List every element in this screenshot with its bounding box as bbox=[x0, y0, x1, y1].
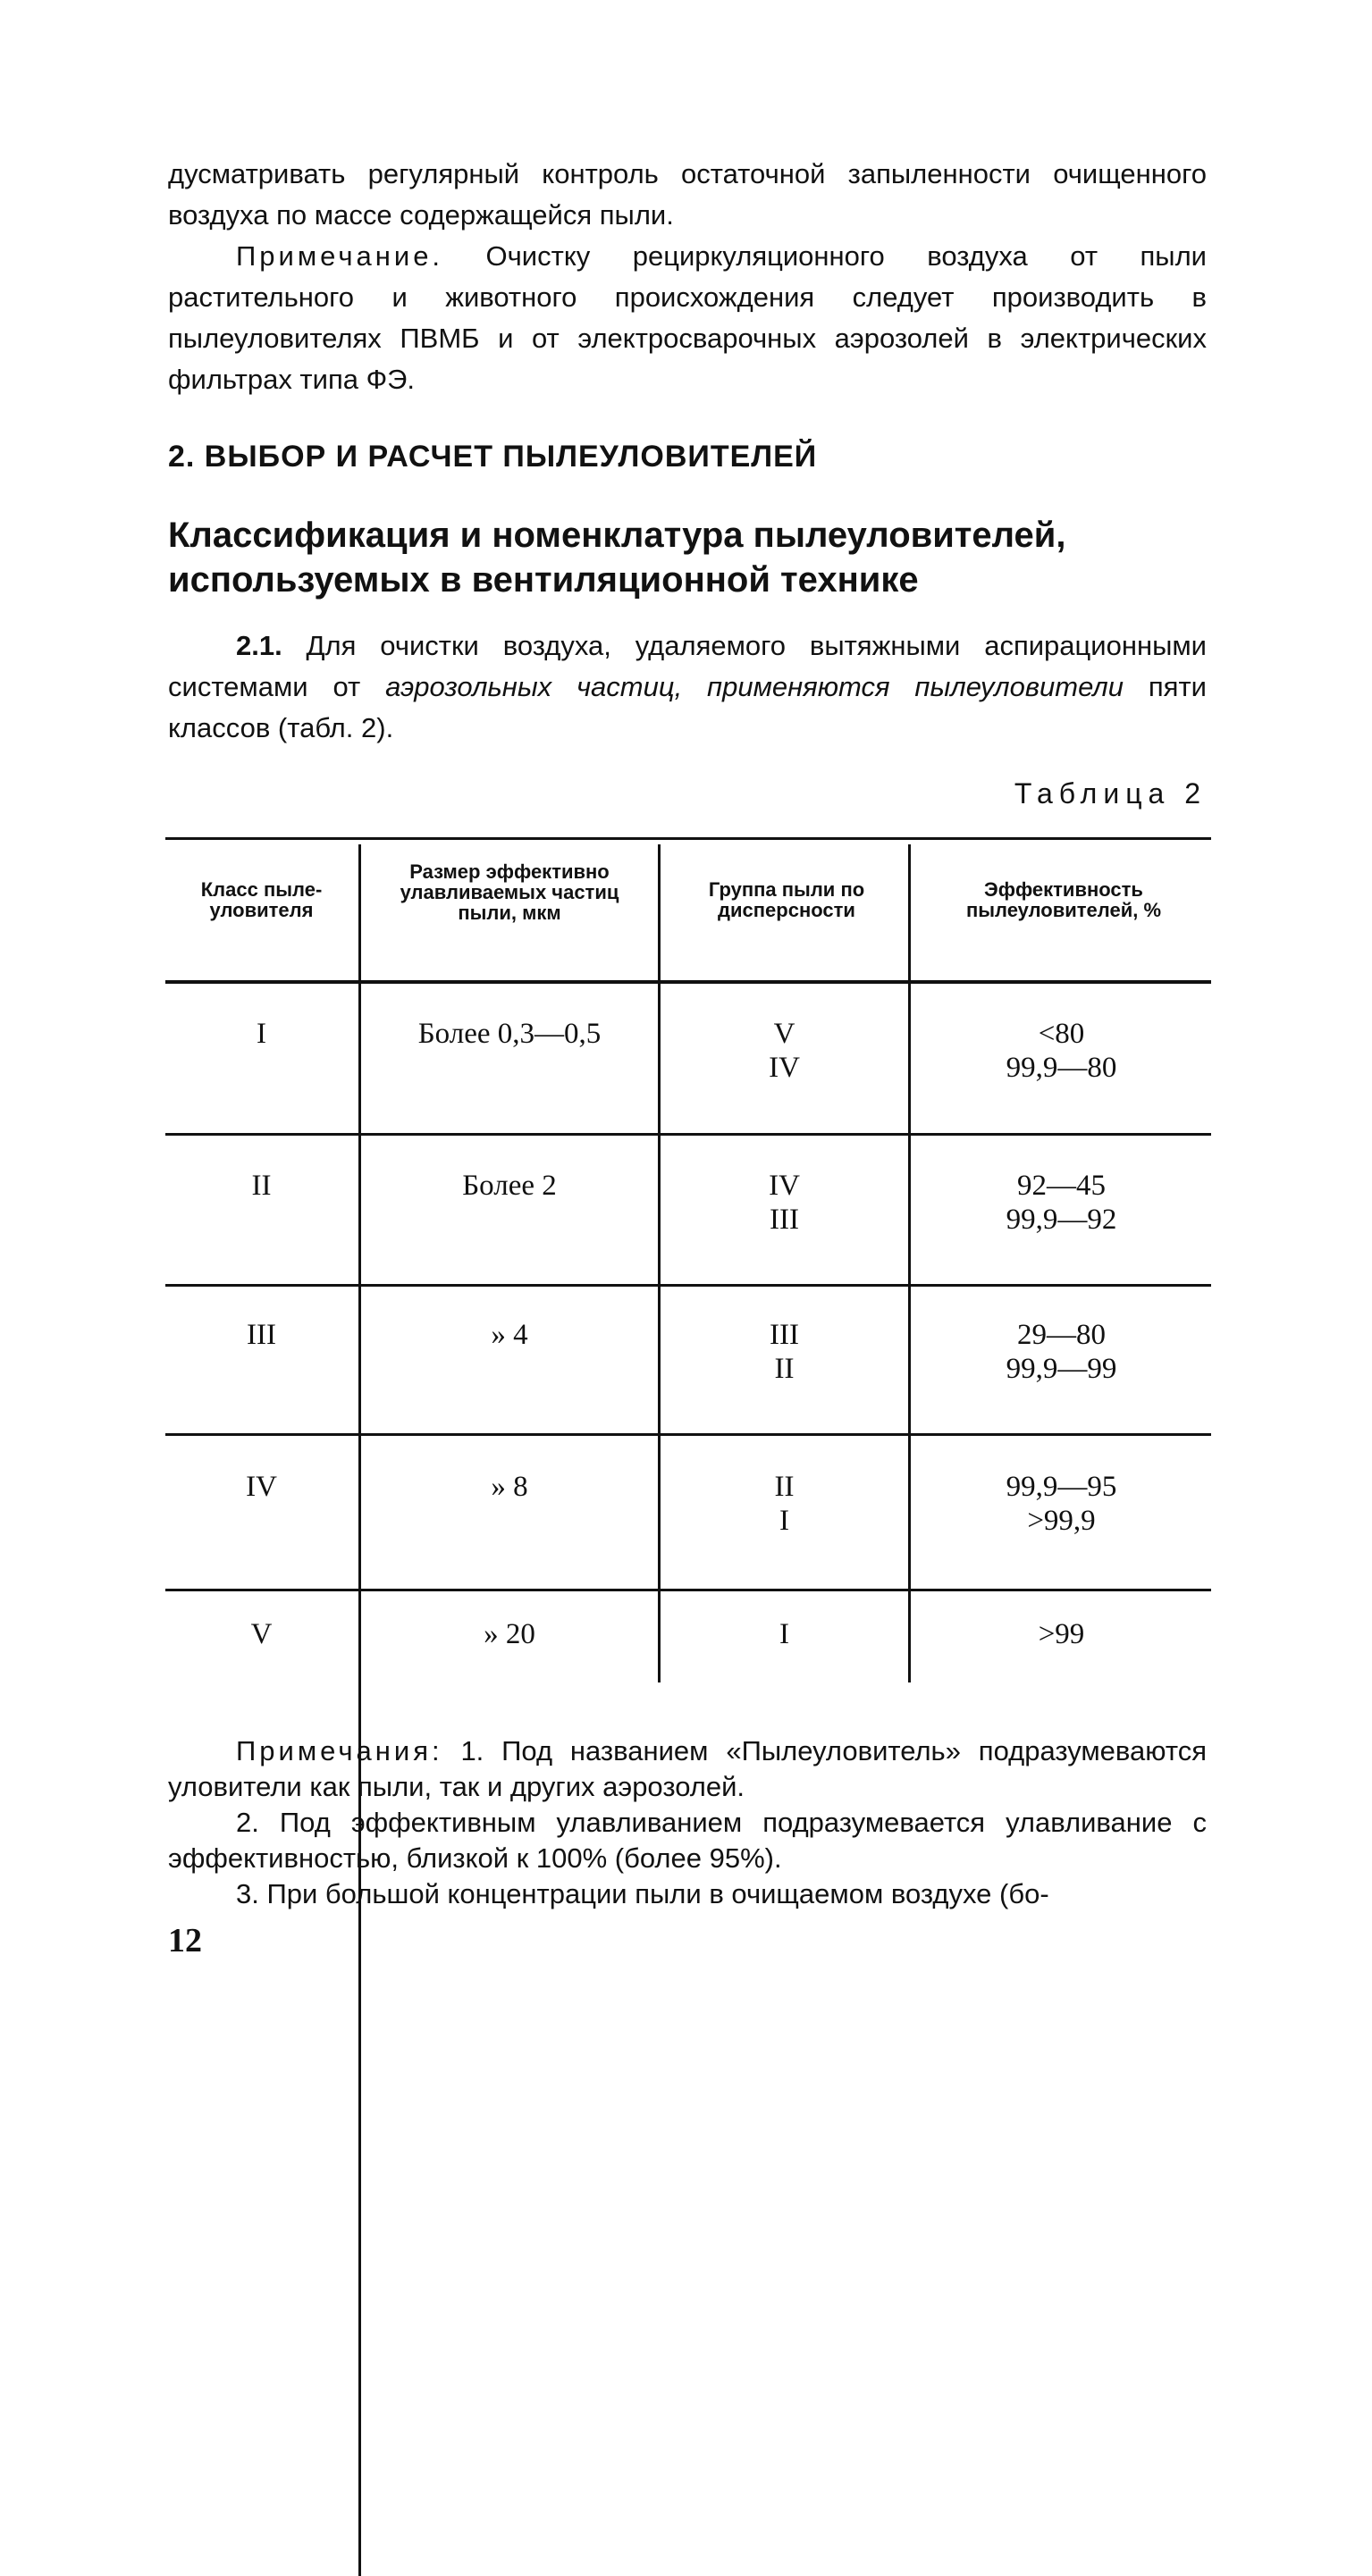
note-3: 3. При большой концентрации пыли в очищаемом воздухе (бо- bbox=[236, 1878, 1049, 1909]
intro-block bbox=[168, 154, 1207, 400]
cell-efficiency: 92—45 bbox=[1017, 1170, 1106, 1202]
cell-size: Более 2 bbox=[462, 1170, 557, 1202]
paragraph-text-2: пяти классов (табл. 2). bbox=[168, 671, 1207, 743]
paragraph-text-italic: аэрозольных частиц, применяются пылеуловители bbox=[385, 671, 1124, 702]
cell-group: IV bbox=[769, 1052, 800, 1084]
cell-efficiency: 99,9—92 bbox=[1006, 1204, 1117, 1236]
note-2: 2. Под эффективным улавливанием подразумевается улавливание с эффективностью, близкой к 100% (более 95%). bbox=[168, 1807, 1207, 1874]
table-top-rule bbox=[165, 837, 1211, 840]
table-header-rule bbox=[165, 980, 1211, 984]
cell-efficiency: 99,9—80 bbox=[1006, 1052, 1117, 1084]
header-efficiency: Эффективность пылеуловителей, % bbox=[965, 878, 1162, 921]
cell-efficiency: 29—80 bbox=[1017, 1319, 1106, 1351]
cell-efficiency: 99,9—95 bbox=[1006, 1471, 1117, 1503]
cell-efficiency: 99,9—99 bbox=[1006, 1353, 1117, 1385]
column-divider bbox=[358, 844, 361, 2576]
cell-class: I bbox=[257, 1018, 266, 1050]
note-1: 1. Под названием «Пылеуловитель» подразумеваются уловители как пыли, так и других аэрозолей. bbox=[168, 1735, 1207, 1802]
note-label: Примечание. bbox=[236, 240, 444, 272]
cell-group: II bbox=[774, 1471, 795, 1503]
row-divider bbox=[165, 1133, 1211, 1136]
cell-group: V bbox=[773, 1018, 795, 1050]
row-divider bbox=[165, 1589, 1211, 1591]
subsection-heading: Классификация и номенклатура пылеуловителей, используемых в вентиляционной технике bbox=[168, 516, 1066, 600]
header-class: Класс пыле- уловителя bbox=[200, 878, 323, 921]
row-divider bbox=[165, 1433, 1211, 1436]
cell-group: III bbox=[770, 1319, 799, 1351]
notes-label: Примечания: bbox=[236, 1735, 443, 1766]
section-heading: 2. ВЫБОР И РАСЧЕТ ПЫЛЕУЛОВИТЕЛЕЙ bbox=[168, 440, 818, 474]
header-group: Группа пыли по дисперсности bbox=[708, 878, 865, 921]
cell-class: III bbox=[247, 1319, 276, 1351]
column-divider bbox=[908, 844, 911, 1682]
intro-note bbox=[168, 236, 1207, 400]
cell-efficiency: <80 bbox=[1038, 1018, 1085, 1050]
cell-efficiency: >99 bbox=[1038, 1618, 1085, 1650]
table-caption: Таблица 2 bbox=[1014, 777, 1207, 810]
cell-size: » 20 bbox=[484, 1618, 535, 1650]
cell-group: IV bbox=[769, 1170, 800, 1202]
cell-size: » 4 bbox=[491, 1319, 528, 1351]
cell-group: II bbox=[774, 1353, 795, 1385]
intro-line: дусматривать регулярный контроль остаточной запыленности очищенного воздуха по массе содержащейся пыли. bbox=[168, 158, 1207, 231]
cell-group: I bbox=[779, 1505, 789, 1537]
cell-class: II bbox=[251, 1170, 272, 1202]
cell-group: III bbox=[770, 1204, 799, 1236]
paragraph-text-1: Для очистки воздуха, удаляемого вытяжными аспирационными системами от bbox=[168, 630, 1207, 702]
page-number: 12 bbox=[168, 1922, 202, 1959]
cell-size: Более 0,3—0,5 bbox=[417, 1018, 602, 1050]
cell-class: V bbox=[250, 1618, 273, 1650]
column-divider bbox=[658, 844, 661, 1682]
paragraph-number: 2.1. bbox=[236, 630, 282, 661]
cell-efficiency: >99,9 bbox=[1027, 1505, 1096, 1537]
cell-group: I bbox=[779, 1618, 789, 1650]
cell-size: » 8 bbox=[491, 1471, 528, 1503]
row-divider bbox=[165, 1284, 1211, 1287]
header-size: Размер эффективно улавливаемых частиц пыли, мкм bbox=[400, 860, 619, 924]
paragraph-2-1 bbox=[168, 625, 1207, 749]
note-text: Очистку рециркуляционного воздуха от пыли растительного и животного происхождения следует производить в пылеуловителях ПВМБ и от электросварочных аэрозолей в электрических фильтрах типа ФЭ. bbox=[168, 240, 1207, 395]
cell-class: IV bbox=[246, 1471, 277, 1503]
notes-block bbox=[168, 1733, 1207, 1912]
